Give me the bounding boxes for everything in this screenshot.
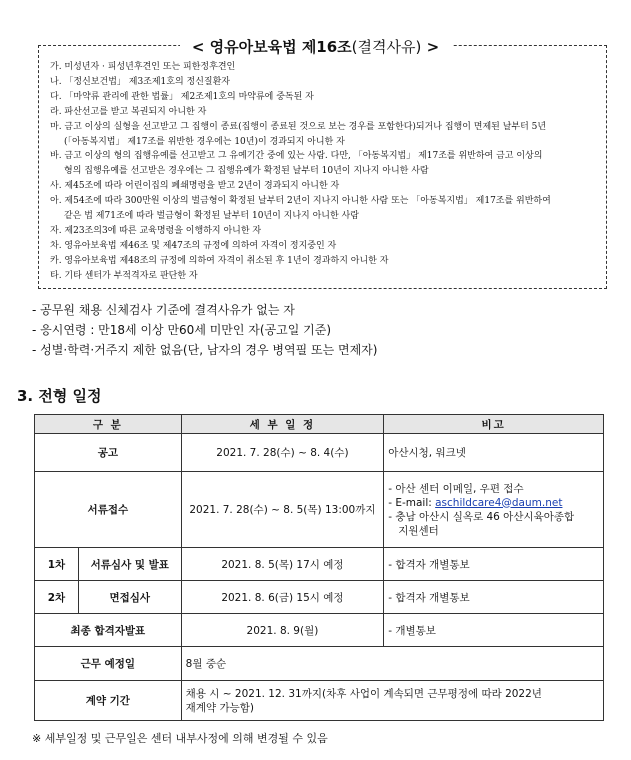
law-title-main: < 영유아보육법 제16조 [191,38,352,56]
row-value [181,681,603,721]
law-item: 카. 영유아보육법 제48조의 규정에 의하여 자격이 취소된 후 1년이 경과하지 아니한 자 [50,255,389,266]
row-step: 2차 [35,581,79,614]
requirement-item: - 공무원 채용 신체검사 기준에 결격사유가 없는 자 [32,303,295,317]
header-category: 구 분 [35,415,182,434]
table-header-row [35,415,604,434]
row-label: 면접심사 [78,581,181,614]
requirement-item: - 응시연령 : 만18세 이상 만60세 미만인 자(공고일 기준) [32,323,332,337]
value-line: 재계약 가능함) [185,701,254,714]
requirement-item: - 성별·학력·거주지 제한 없음(단, 남자의 경우 병역필 또는 면제자) [32,343,378,357]
law-title-paren: (결격사유) [351,38,422,56]
table-row [35,681,604,721]
law-item: 아. 제54조에 따라 300만원 이상의 벌금형이 확정된 날부터 2년이 지나지 아니한 사람 또는 「아동복지법」 제17조를 위반하여 [50,196,551,207]
law-item: 마. 금고 이상의 실형을 선고받고 그 집행이 종료(집행이 종료된 것으로 보는 경우를 포함한다)되거나 집행이 면제된 날부터 5년 [50,121,547,132]
note-line: - 아산 센터 이메일, 우편 접수 [388,482,524,495]
law-title [0,36,631,57]
table-row [35,581,604,614]
row-date: 2021. 8. 6(금) 15시 예정 [181,581,384,614]
row-note [384,472,604,548]
note-line: 지원센터 [398,524,439,537]
header-note: 비고 [384,415,604,434]
row-note: 아산시청, 워크넷 [384,434,604,472]
law-item: 차. 영유아보육법 제46조 및 제47조의 규정에 의하여 자격이 정지중인 자 [50,240,337,251]
row-value: 8월 중순 [181,647,603,681]
row-date: 2021. 8. 5(목) 17시 예정 [181,548,384,581]
email-prefix: - E-mail: [388,496,436,509]
law-item: 바. 금고 이상의 형의 집행유예를 선고받고 그 유예기간 중에 있는 사람. 다만, 「아동복지법」 제17조를 위반하여 금고 이상의 [50,151,543,162]
note-line [388,496,599,510]
row-label: 근무 예정일 [35,647,182,681]
law-item: 같은 법 제71조에 따라 벌금형이 확정된 날부터 10년이 지나지 아니한 사람 [64,211,359,222]
row-note: - 개별통보 [384,614,604,647]
law-title-end: > [421,38,440,56]
law-item: 자. 제23조의3에 따른 교육명령을 이행하지 아니한 자 [50,225,262,236]
row-date: 2021. 8. 9(월) [181,614,384,647]
law-item: 나. 「정신보건법」 제3조제1호의 정신질환자 [50,76,231,87]
row-note: - 합격자 개별통보 [384,548,604,581]
law-item-list [50,60,602,284]
email-link[interactable]: aschildcare4@daum.net [435,496,563,509]
row-label: 계약 기간 [35,681,182,721]
note-line: - 충남 아산시 실옥로 46 아산시육아종합 [388,510,575,523]
law-item: 라. 파산선고를 받고 복권되지 아니한 자 [50,106,207,117]
row-label: 서류접수 [35,472,182,548]
schedule-table [34,414,604,721]
law-item: (「아동복지법」 제17조를 위반한 경우에는 10년)이 경과되지 아니한 자 [64,136,345,147]
header-schedule: 세 부 일 정 [181,415,384,434]
row-label: 최종 합격자발표 [35,614,182,647]
row-label: 서류심사 및 발표 [78,548,181,581]
law-item: 사. 제45조에 따라 어린이집의 폐쇄명령을 받고 2년이 경과되지 아니한 자 [50,181,340,192]
row-date: 2021. 7. 28(수) ~ 8. 5(목) 13:00까지 [181,472,384,548]
law-item: 다. 「마약류 관리에 관한 법률」 제2조제1호의 마약류에 중독된 자 [50,91,314,102]
table-row [35,472,604,548]
section-title: 3. 전형 일정 [17,387,102,405]
footnote: ※ 세부일정 및 근무일은 센터 내부사정에 의해 변경될 수 있음 [32,732,328,745]
table-row [35,647,604,681]
row-step: 1차 [35,548,79,581]
law-item: 가. 미성년자 · 피성년후견인 또는 피한정후견인 [50,62,236,72]
table-row [35,434,604,472]
law-item: 타. 기타 센터가 부적격자로 판단한 자 [50,270,198,281]
value-line: 채용 시 ~ 2021. 12. 31까지(차후 사업이 계속되면 근무평정에 따라 2022년 [185,687,542,700]
requirement-list [32,300,377,360]
law-item: 형의 집행유예를 선고받은 경우에는 그 집행유예가 확정된 날부터 10년이 지나지 아니한 사람 [64,166,429,177]
row-date: 2021. 7. 28(수) ~ 8. 4(수) [181,434,384,472]
row-note: - 합격자 개별통보 [384,581,604,614]
table-row [35,548,604,581]
row-label: 공고 [35,434,182,472]
table-row [35,614,604,647]
